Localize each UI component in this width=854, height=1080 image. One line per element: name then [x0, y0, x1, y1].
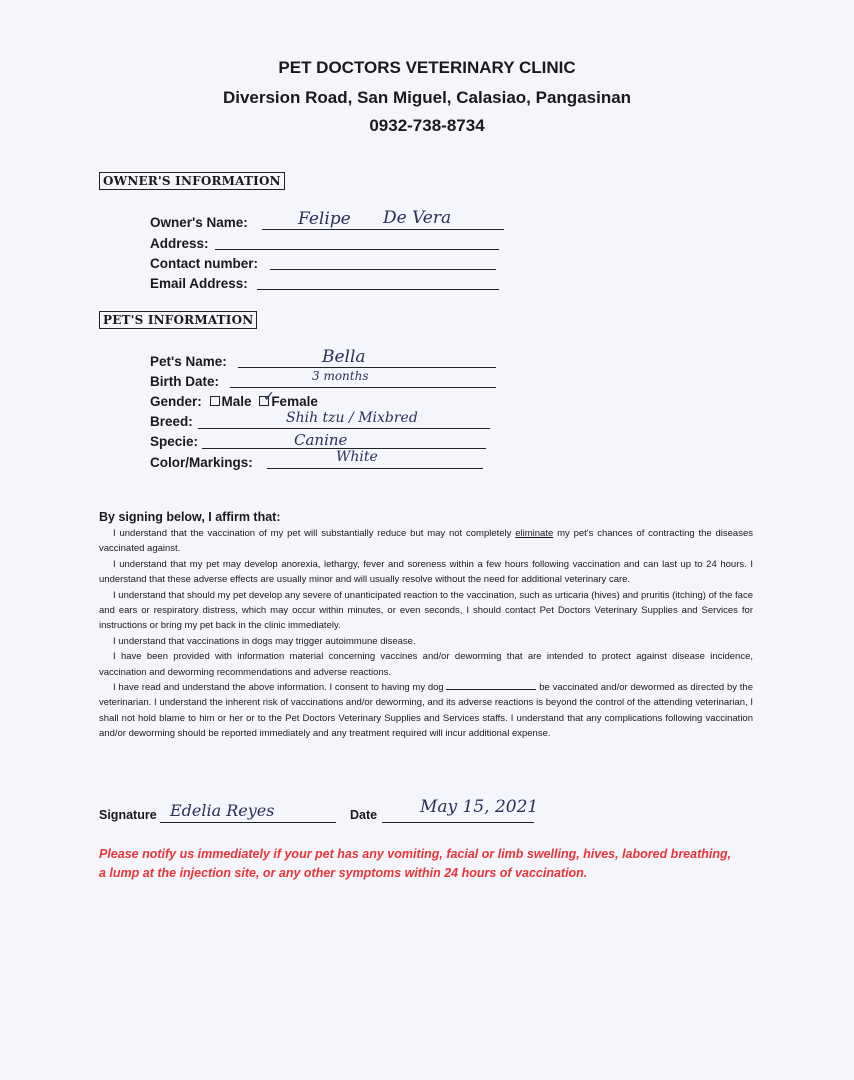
- symptom-notice: Please notify us immediately if your pet has any vomiting, facial or limb swelling, hives, labored breathing, a lump at the injection site, or any other symptoms within 24 hours of vaccination.: [99, 847, 732, 880]
- affirmation-paragraph-5: I have been provided with information material concerning vaccines and/or deworming that are intended to protect against disease incidence, vaccination and deworming recommendations and adverse reactions.: [99, 651, 753, 678]
- male-checkbox[interactable]: [210, 396, 220, 406]
- underlined-word: eliminate: [515, 528, 554, 539]
- pet-section-title: PET'S INFORMATION: [99, 311, 257, 329]
- date-label: Date: [350, 808, 378, 822]
- pet-breed-label: Breed:: [150, 414, 193, 429]
- owner-last-name: De Vera: [383, 208, 452, 228]
- pet-specie-value: Canine: [294, 431, 348, 449]
- female-label: Female: [271, 394, 318, 409]
- check-mark-icon: ✓: [263, 389, 275, 405]
- affirmation-paragraph-3: I understand that should my pet develop any severe of unanticipated reaction to the vaccination, such as urticaria (hives) and pruritis (itching) of the face and ears or respiratory distress, which may occur within minutes, or even seconds, I should contact Pet Doctors Veterinary Supplies and Services for instructions or bring my pet back in the clinic immediately.: [99, 589, 753, 632]
- owner-section-title: OWNER'S INFORMATION: [99, 172, 285, 190]
- pet-color-line: [267, 468, 483, 469]
- pet-breed-line: [198, 428, 490, 429]
- pet-name-line: [238, 367, 496, 368]
- pet-name-value: Bella: [322, 347, 366, 367]
- pet-birth-value: 3 months: [312, 369, 369, 383]
- clinic-address: Diversion Road, San Miguel, Calasiao, Pangasinan: [222, 88, 632, 107]
- pet-gender-label: Gender:: [150, 394, 202, 409]
- pet-name-label: Pet's Name:: [150, 354, 227, 369]
- owner-contact-line: [270, 269, 496, 270]
- pet-birth-label: Birth Date:: [150, 374, 220, 389]
- affirmation-paragraph-1: I understand that the vaccination of my pet will substantially reduce but may not completely eliminate my pet's chances of contracting the diseases vaccinated against.: [99, 528, 753, 555]
- affirmation-title: By signing below, I affirm that:: [99, 510, 281, 524]
- handwritten-signature: Edelia Reyes: [170, 801, 275, 820]
- date-line: [382, 822, 534, 823]
- owner-contact-label: Contact number:: [150, 256, 258, 271]
- pet-specie-label: Specie:: [150, 434, 199, 449]
- pet-birth-line: [230, 387, 496, 388]
- owner-email-label: Email Address:: [150, 276, 248, 291]
- signature-line: [160, 822, 336, 823]
- affirmation-paragraph-4: I understand that vaccinations in dogs may trigger autoimmune disease.: [113, 635, 416, 647]
- affirmation-paragraphs: [99, 526, 753, 742]
- pet-color-label: Color/Markings:: [150, 455, 253, 470]
- date-value: May 15, 2021: [420, 797, 539, 817]
- affirmation-paragraph-2: I understand that my pet may develop anorexia, lethargy, fever and soreness within a few hours following vaccination and can last up to 24 hours. I understand that these adverse effects are usually minor and will usually resolve without the need for additional veterinary care.: [99, 558, 753, 586]
- owner-email-line: [257, 289, 499, 290]
- signature-label: Signature: [99, 808, 157, 822]
- clinic-phone: 0932-738-8734: [369, 116, 485, 135]
- pet-gender-row: [150, 394, 318, 409]
- clinic-name: PET DOCTORS VETERINARY CLINIC: [278, 58, 576, 77]
- dog-name-blank[interactable]: [446, 680, 536, 690]
- pet-color-value: White: [336, 449, 378, 465]
- male-label: Male: [221, 394, 252, 409]
- owner-address-line: [215, 249, 499, 250]
- pet-breed-value: Shih tzu / Mixbred: [286, 410, 418, 426]
- owner-name-label: Owner's Name:: [150, 215, 248, 230]
- owner-address-label: Address:: [150, 236, 209, 251]
- owner-name-line: [262, 229, 504, 230]
- affirmation-paragraph-6: I have read and understand the above information. I consent to having my dog be vaccinated and/or dewormed as directed by the veterinarian. I understand the inherent risk of vaccinations and/or deworming, and its adverse reactions is beyond the control of the attending veterinarian, I shall not hold blame to him or her or to the Pet Doctors Veterinary Supplies and Services staffs. I understand that any complications following vaccination and/or deworming should be reported immediately and any treatment required will incur additional expense.: [99, 682, 753, 740]
- owner-first-name: Felipe: [298, 209, 351, 229]
